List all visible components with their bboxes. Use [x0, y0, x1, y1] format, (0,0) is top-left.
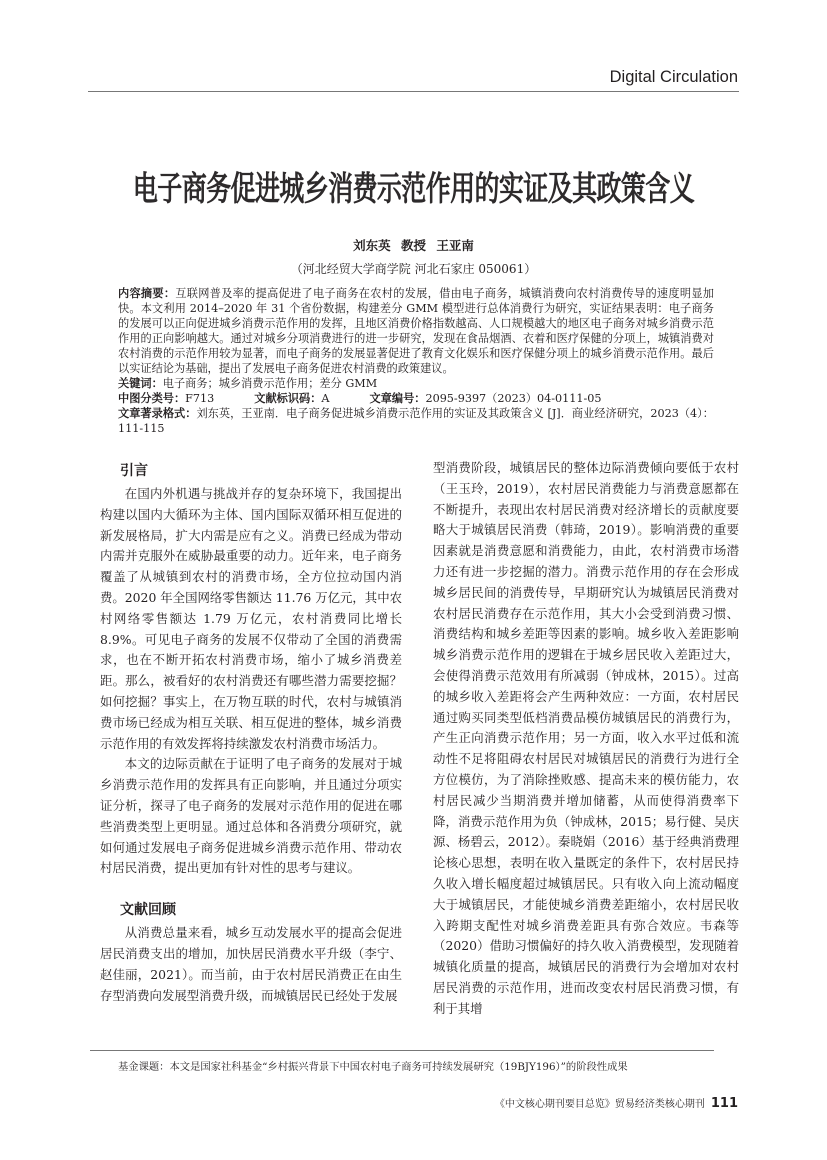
paragraph: 从消费总量来看，城乡互动发展水平的提高会促进居民消费支出的增加，加快居民消费水平升级（李宁、赵佳丽，2021）。而当前，由于农村居民消费正在由生存型消费向发展型消费升级，而城镇居民已经处于发展 [100, 925, 402, 1003]
article-no-label: 文章编号： [369, 392, 426, 405]
affiliation: （河北经贸大学商学院 河北石家庄 050061） [290, 262, 537, 276]
keywords-text: 电子商务；城乡消费示范作用；差分 GMM [162, 377, 378, 390]
right-column [433, 458, 739, 1020]
article-title: 电子商务促进城乡消费示范作用的实证及其政策含义 [132, 168, 695, 208]
paragraph: 型消费阶段，城镇居民的整体边际消费倾向要低于农村（王玉玲，2019），农村居民消费能力与消费意愿都在不断提升，表现出农村居民消费对经济增长的贡献度要略大于城镇居民消费（韩琦，2019）。影响消费的重要因素就是消费意愿和消费能力，由此，农村消费市场潜力还有进一步挖掘的潜力。消费示范作用的存在会形成城乡居民间的消费传导，早期研究认为城镇居民消费对农村居民消费存在示范作用，其大小会受到消费习惯、消费结构和城乡差距等因素的影响。城乡收入差距影响城乡消费示范作用的逻辑在于城乡居民收入差距过大，会使得消费示范效用有所减弱（钟成林，2015）。过高的城乡收入差距将会产生两种效应：一方面，农村居民通过购买同类型低档消费品模仿城镇居民的消费行为，产生正向消费示范作用；另一方面，收入水平过低和流动性不足将阻碍农村居民对城镇居民的消费行为进行全方位模仿，为了消除挫败感、提高未来的模仿能力，农村居民减少当期消费并增加储蓄，从而使得消费率下降，消费示范作用为负（钟成林，2015；易行健、吴庆源、杨碧云，2012）。秦晓娟（2016）基于经典消费理论核心思想，表明在收入量既定的条件下，农村居民持久收入增长幅度超过城镇居民。只有收入向上流动幅度大于城镇居民，才能使城乡消费差距缩小，农村居民收入跨期支配性对城乡消费差距具有弥合效应。韦森等（2020）借助习惯偏好的持久收入消费模型，发现随着城镇化质量的提高，城镇居民的消费行为会增加对农村居民消费的示范作用，进而改变农村居民消费习惯，有利于其增 [433, 460, 739, 1016]
clc-label: 中图分类号： [118, 392, 186, 405]
paragraph: 在国内外机遇与挑战并存的复杂环境下，我国提出构建以国内大循环为主体、国内国际双循环相互促进的新发展格局，扩大内需是应有之义。消费已经成为带动内需并克服外在威胁最重要的动力。近年来，电子商务覆盖了从城镇到农村的消费市场，全方位拉动国内消费。2020 年全国网络零售额达 11.76 万亿元，其中农村网络零售额达 1.79 万亿元，农村消费同比增长 8.9%。可见电子商务的发展不仅带动了全国的消费需求，也在不断开拓农村消费市场，缩小了城乡消费差距。那么，被看好的农村消费还有哪些潜力需要挖掘？如何挖掘？事实上，在万物互联的时代，农村与城镇消费市场已经成为相互关联、相互促进的整体，城乡消费示范作用的有效发挥将持续激发农村消费市场活力。 [100, 486, 402, 751]
keywords [118, 376, 714, 391]
fund-note: 基金课题：本文是国家社科基金“乡村振兴背景下中国农村电子商务可持续发展研究（19BJY196）”的阶段性成果 [118, 1061, 628, 1073]
paragraph: 本文的边际贡献在于证明了电子商务的发展对于城乡消费示范作用的发挥具有正向影响，并且通过分项实证分析，探寻了电子商务的发展对示范作用的促进在哪些消费类型上更明显。通过总体和各消费分项研究，就如何通过发展电子商务促进城乡消费示范作用、带动农村居民消费，提出更加有针对性的思考与建议。 [100, 756, 402, 876]
abstract-text: 互联网普及率的提高促进了电子商务在农村的发展，借由电子商务，城镇消费向农村消费传导的速度明显加快。本文利用 2014–2020 年 31 个省份数据，构建差分 GMM 模型进行总体消费行为研究，实证结果表明：电子商务的发展可以正向促进城乡消费示范作用的发挥，且地区消费价格指数越高、人口规模越大的地区电子商务对城乡消费示范作用的正向影响越大。通过对城乡分项消费进行的进一步研究，发现在食品烟酒、衣着和医疗保健的分项上，城镇消费对农村消费的示范作用较为显著，而电子商务的发展显著促进了教育文化娱乐和医疗保健分项上的城乡消费示范作用。最后以实证结论为基础，提出了发展电子商务促进农村消费的政策建议。 [118, 287, 714, 375]
abstract [118, 286, 714, 376]
journal-footer [495, 1095, 738, 1111]
footnote-rule [90, 1050, 714, 1051]
journal-name: 《中文核心期刊要目总览》贸易经济类核心期刊 [494, 1099, 705, 1110]
classification-line [118, 391, 714, 406]
section-heading-literature-review: 文献回顾 [120, 902, 176, 919]
citation-text: 刘东英，王亚南．电子商务促进城乡消费示范作用的实证及其政策含义 [J]．商业经济研究，2023（4）：111-115 [118, 407, 714, 435]
keywords-label: 关键词： [118, 377, 163, 390]
abstract-block [118, 286, 714, 436]
doc-code-value: A [321, 392, 330, 405]
header-rule [88, 91, 739, 92]
citation-label: 文章著录格式： [118, 407, 197, 420]
authors: 刘东英 教授 王亚南 [353, 238, 474, 253]
abstract-label: 内容摘要： [118, 287, 176, 300]
page-number: 111 [710, 1096, 738, 1111]
article-no-value: 2095-9397（2023）04-0111-05 [425, 392, 602, 405]
running-head: Digital Circulation [609, 68, 738, 86]
citation [118, 406, 714, 436]
clc-value: F713 [185, 392, 215, 405]
doc-code-label: 文献标识码： [254, 392, 322, 405]
left-column [100, 458, 402, 1006]
section-heading-introduction: 引言 [120, 463, 148, 479]
